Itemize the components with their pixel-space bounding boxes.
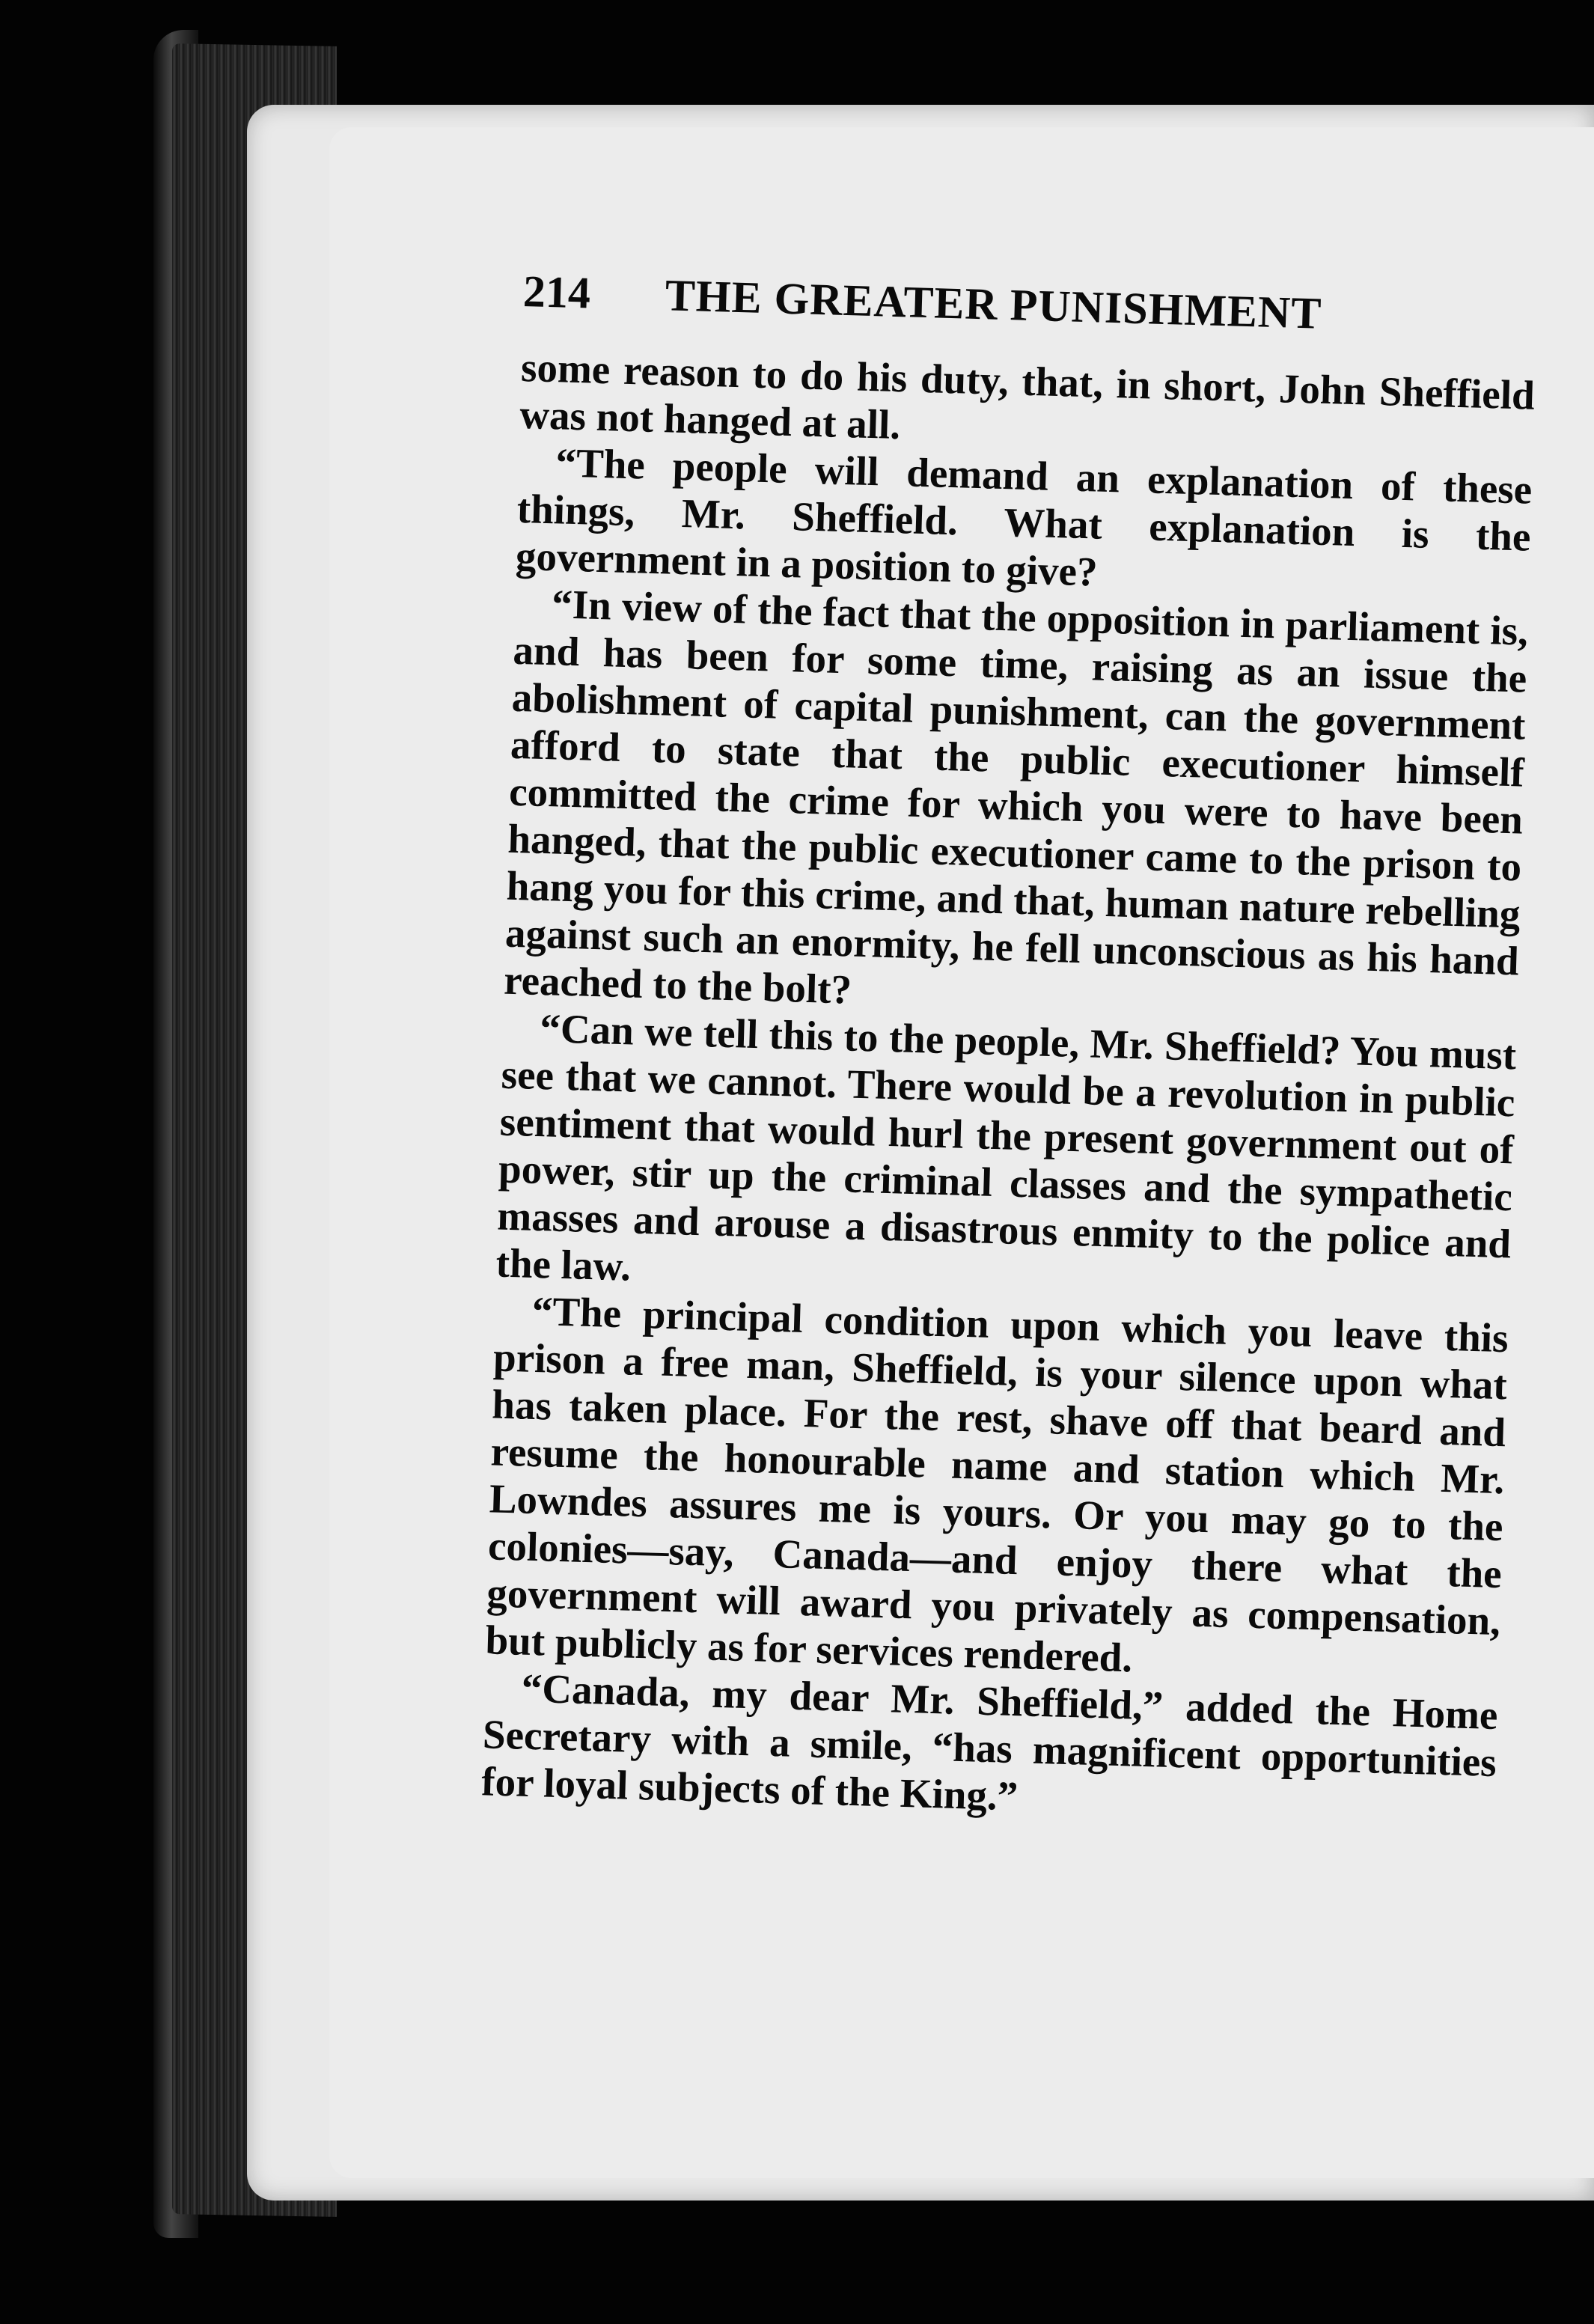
paragraph: “In view of the fact that the opposition in parliament is, and has been for some time, raising as an issue the abolishment of capital punishment, can the government afford to state that the public executioner himself committed the crime for which you were to have been hanged, that the public executioner came to the prison to hang you for this crime, and that, human nature rebelling against such an enormity, he fell unconscious as his hand reached to the bolt? [503,581,1529,1013]
paragraph: some reason to do his duty, that, in short, John Sheffield was not hanged at all. [519,344,1536,448]
body-text [481,344,1536,1833]
paragraph: “Can we tell this to the people, Mr. Sheffield? You must see that we cannot. There would be a revolution in public sentiment that would hurl the present government out of power, stir up the criminal classes and the sympathetic masses and arouse a disastrous enmity to the police and the law. [495,1005,1517,1290]
running-title: THE GREATER PUNISHMENT [665,270,1323,338]
text-block [481,266,1538,1833]
paragraph: “The people will demand an explanation of these things, Mr. Sheffield. What explanation is the government in a position to give? [515,439,1533,595]
paragraph: “The principal condition upon which you leave this prison a free man, Sheffield, is your silence upon what has taken place. For the rest, shave off that beard and resume the honourable name and station which Mr. Lowndes assures me is yours. Or you may go to the colonies—say, Canada—and enjoy there what the government will award you privately as compensation, but publicly as for services rendered. [484,1287,1509,1681]
page-number: 214 [522,266,591,318]
paragraph: “Canada, my dear Mr. Sheffield,” added the Home Secretary with a smile, “has magnificent opportunities for loyal subjects of the King.” [480,1665,1499,1820]
